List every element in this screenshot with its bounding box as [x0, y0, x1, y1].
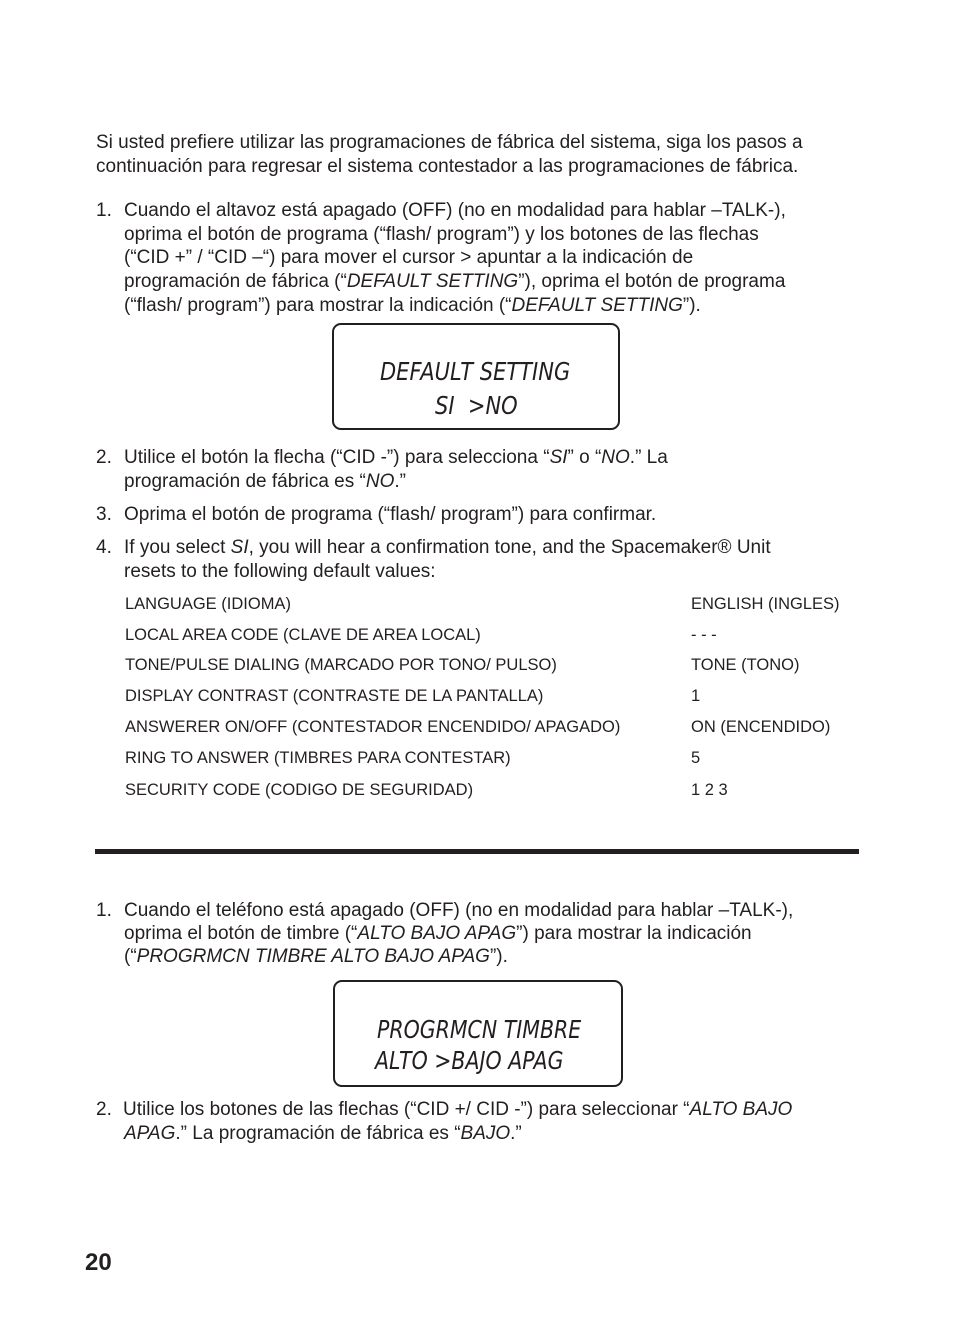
step-line: Cuando el altavoz está apagado (OFF) (no en modalidad para hablar –TALK-),	[124, 200, 786, 221]
step-line: programación de fábrica (“DEFAULT SETTING”), oprima el botón de programa	[124, 271, 786, 292]
step-line: oprima el botón de programa (“flash/ program”) y los botones de las flechas	[124, 224, 759, 245]
step-2-select-ringer	[96, 1098, 866, 1146]
step-line: If you select SI, you will hear a confirmation tone, and the Spacemaker® Unit	[124, 537, 771, 558]
lcd-line-2: ALTO >BAJO APAG	[375, 1046, 564, 1075]
section-divider	[95, 849, 859, 854]
row-value: 1 2 3	[691, 781, 728, 799]
row-value: - - -	[691, 626, 717, 644]
step-line: Cuando el teléfono está apagado (OFF) (no en modalidad para hablar –TALK-),	[124, 900, 794, 921]
row-label: TONE/PULSE DIALING (MARCADO POR TONO/ PULSO)	[125, 656, 557, 674]
step-1-ringer	[96, 899, 866, 971]
row-value: TONE (TONO)	[691, 656, 800, 674]
step-number: 4.	[96, 537, 112, 558]
step-line: (“CID +” / “CID –“) para mover el cursor > apuntar a la indicación de	[124, 247, 694, 268]
lcd-line-2: SI >NO	[435, 391, 518, 420]
row-value: ENGLISH (INGLES)	[691, 595, 840, 613]
step-line: APAG.” La programación de fábrica es “BAJO.”	[124, 1123, 522, 1144]
step-line: (“PROGRMCN TIMBRE ALTO BAJO APAG”).	[124, 946, 508, 967]
step-line: Utilice el botón la flecha (“CID -”) para selecciona “SI” o “NO.” La	[124, 447, 668, 468]
step-number: 1.	[96, 200, 112, 221]
row-label: LOCAL AREA CODE (CLAVE DE AREA LOCAL)	[125, 626, 481, 644]
step-line: Utilice los botones de las flechas (“CID +/ CID -”) para seleccionar “ALTO BAJO	[123, 1099, 793, 1120]
row-label: RING TO ANSWER (TIMBRES PARA CONTESTAR)	[125, 749, 511, 767]
intro-line-2: continuación para regresar el sistema contestador a las programaciones de fábrica.	[96, 156, 799, 177]
step-1-default-setting	[96, 199, 866, 323]
step-line: Oprima el botón de programa (“flash/ program”) para confirmar.	[124, 504, 657, 525]
row-label: DISPLAY CONTRAST (CONTRASTE DE LA PANTALLA)	[125, 687, 544, 705]
intro-line-1: Si usted prefiere utilizar las programaciones de fábrica del sistema, siga los pasos a	[96, 132, 803, 153]
row-value: 1	[691, 687, 701, 705]
step-line: resets to the following default values:	[124, 561, 436, 582]
page-number: 20	[85, 1249, 112, 1276]
step-number: 2.	[96, 447, 112, 468]
lcd-display-ringer	[333, 980, 623, 1087]
step-2-select-si-no	[96, 446, 866, 494]
lcd-display-default-setting	[332, 323, 620, 430]
step-number: 2.	[96, 1099, 112, 1120]
lcd-line-1: PROGRMCN TIMBRE	[377, 1015, 582, 1044]
row-value: ON (ENCENDIDO)	[691, 718, 831, 736]
step-number: 1.	[96, 900, 112, 921]
step-line: (“flash/ program”) para mostrar la indicación (“DEFAULT SETTING”).	[124, 295, 701, 316]
step-line: programación de fábrica es “NO.”	[124, 471, 406, 492]
row-label: ANSWERER ON/OFF (CONTESTADOR ENCENDIDO/ APAGADO)	[125, 718, 621, 736]
row-label: SECURITY CODE (CODIGO DE SEGURIDAD)	[125, 781, 474, 799]
lcd-line-1: DEFAULT SETTING	[380, 357, 571, 386]
row-value: 5	[691, 749, 701, 767]
step-line: oprima el botón de timbre (“ALTO BAJO APAG”) para mostrar la indicación	[124, 923, 752, 944]
step-4-reset-defaults	[96, 536, 866, 584]
step-3-confirm	[96, 503, 866, 527]
row-label: LANGUAGE (IDIOMA)	[125, 595, 291, 613]
step-number: 3.	[96, 504, 112, 525]
